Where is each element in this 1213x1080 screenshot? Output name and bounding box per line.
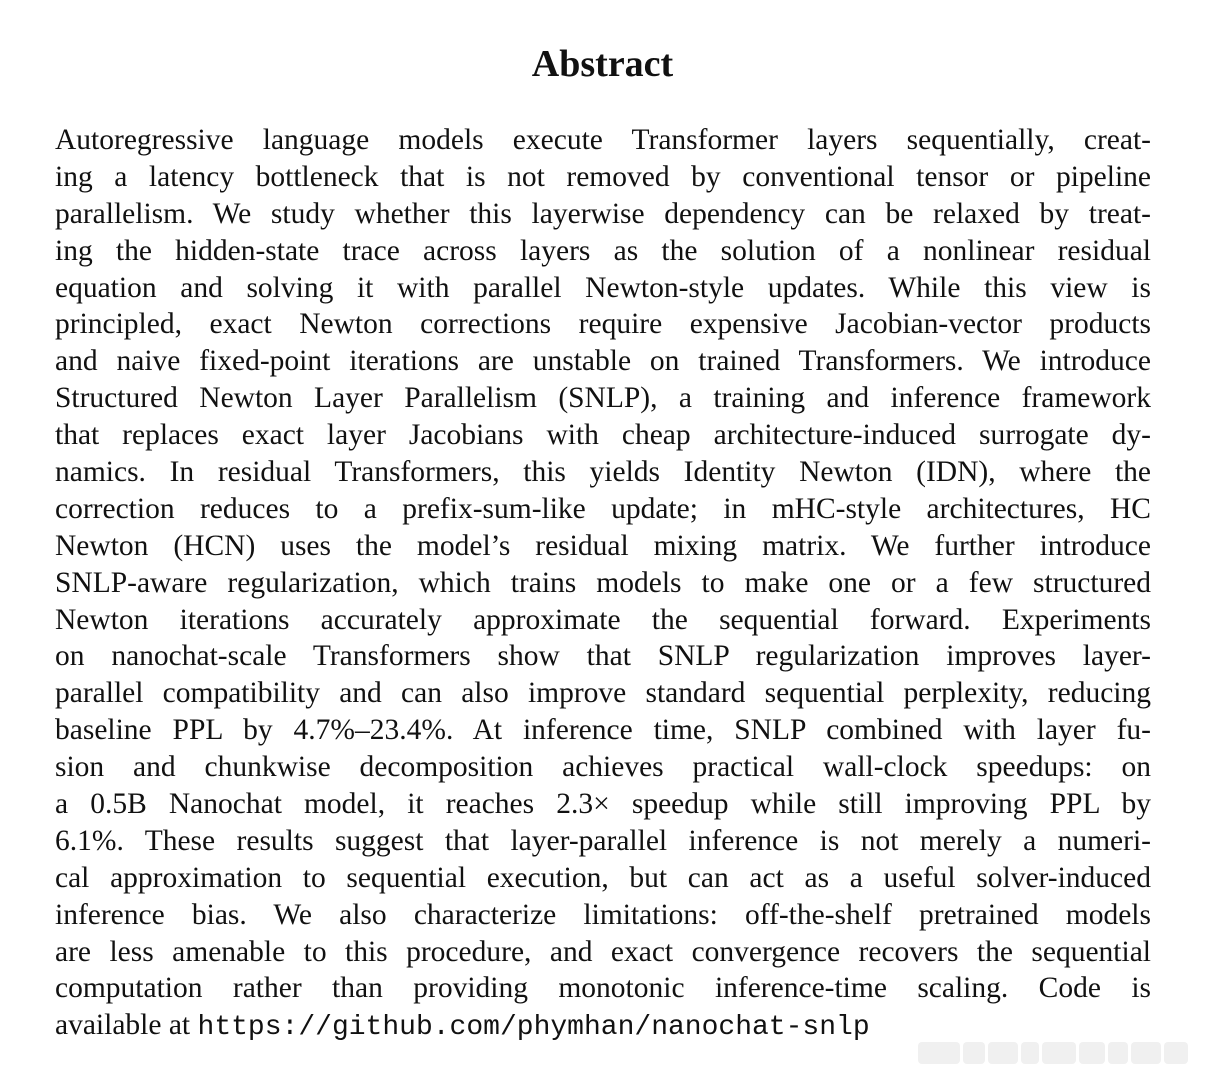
abstract-line: a 0.5B Nanochat model, it reaches 2.3× speedup while still improving PPL by — [55, 788, 1151, 821]
abstract-line: SNLP-aware regularization, which trains models to make one or a few structured — [55, 566, 1151, 599]
abstract-line: are less amenable to this procedure, and exact convergence recovers the sequential — [55, 935, 1151, 968]
watermark-block — [918, 1042, 960, 1064]
abstract-line: inference bias. We also characterize limitations: off-the-shelf pretrained models — [55, 898, 1151, 931]
abstract-line: ing a latency bottleneck that is not removed by conventional tensor or pipeline — [55, 160, 1151, 193]
abstract-line: cal approximation to sequential execution, but can act as a useful solver-induced — [55, 861, 1151, 894]
abstract-line: equation and solving it with parallel Newton-style updates. While this view is — [55, 271, 1151, 304]
abstract-line: that replaces exact layer Jacobians with cheap architecture-induced surrogate dy- — [55, 419, 1151, 452]
watermark-block — [1108, 1042, 1128, 1064]
abstract-heading: Abstract — [531, 43, 674, 85]
abstract-line: Newton iterations accurately approximate the sequential forward. Experiments — [55, 603, 1151, 636]
watermark-block — [963, 1042, 985, 1064]
watermark — [918, 1038, 1206, 1068]
watermark-block — [1131, 1042, 1161, 1064]
watermark-block — [1164, 1042, 1188, 1064]
abstract-line: parallel compatibility and can also improve standard sequential perplexity, reducing — [55, 677, 1151, 710]
abstract-line: principled, exact Newton corrections require expensive Jacobian-vector products — [55, 308, 1151, 341]
abstract-line: ing the hidden-state trace across layers as the solution of a nonlinear residual — [55, 234, 1151, 267]
abstract-line: correction reduces to a prefix-sum-like update; in mHC-style architectures, HC — [55, 492, 1151, 525]
abstract-line: and naive fixed-point iterations are unstable on trained Transformers. We introduce — [55, 345, 1151, 378]
code-url-link[interactable]: https://github.com/phymhan/nanochat-snlp — [197, 1012, 870, 1044]
abstract-line: 6.1%. These results suggest that layer-parallel inference is not merely a numeri- — [55, 824, 1151, 857]
abstract-body — [55, 122, 1151, 1044]
code-availability-text: available at — [55, 1009, 198, 1042]
watermark-block — [988, 1042, 1018, 1064]
watermark-block — [1042, 1042, 1076, 1064]
abstract-line: on nanochat-scale Transformers show that SNLP regularization improves layer- — [55, 640, 1151, 673]
abstract-line: parallelism. We study whether this layerwise dependency can be relaxed by treat- — [55, 197, 1151, 230]
watermark-block — [1079, 1042, 1105, 1064]
watermark-block — [1021, 1042, 1039, 1064]
abstract-line: sion and chunkwise decomposition achieves practical wall-clock speedups: on — [55, 751, 1151, 784]
abstract-line: namics. In residual Transformers, this yields Identity Newton (IDN), where the — [55, 456, 1151, 489]
abstract-line: computation rather than providing monotonic inference-time scaling. Code is — [55, 972, 1151, 1005]
abstract-line: Structured Newton Layer Parallelism (SNLP), a training and inference framework — [55, 382, 1151, 415]
abstract-line: Newton (HCN) uses the model’s residual mixing matrix. We further introduce — [55, 529, 1151, 562]
abstract-line: baseline PPL by 4.7%–23.4%. At inference time, SNLP combined with layer fu- — [55, 714, 1151, 747]
abstract-line: Autoregressive language models execute Transformer layers sequentially, creat- — [55, 124, 1151, 156]
